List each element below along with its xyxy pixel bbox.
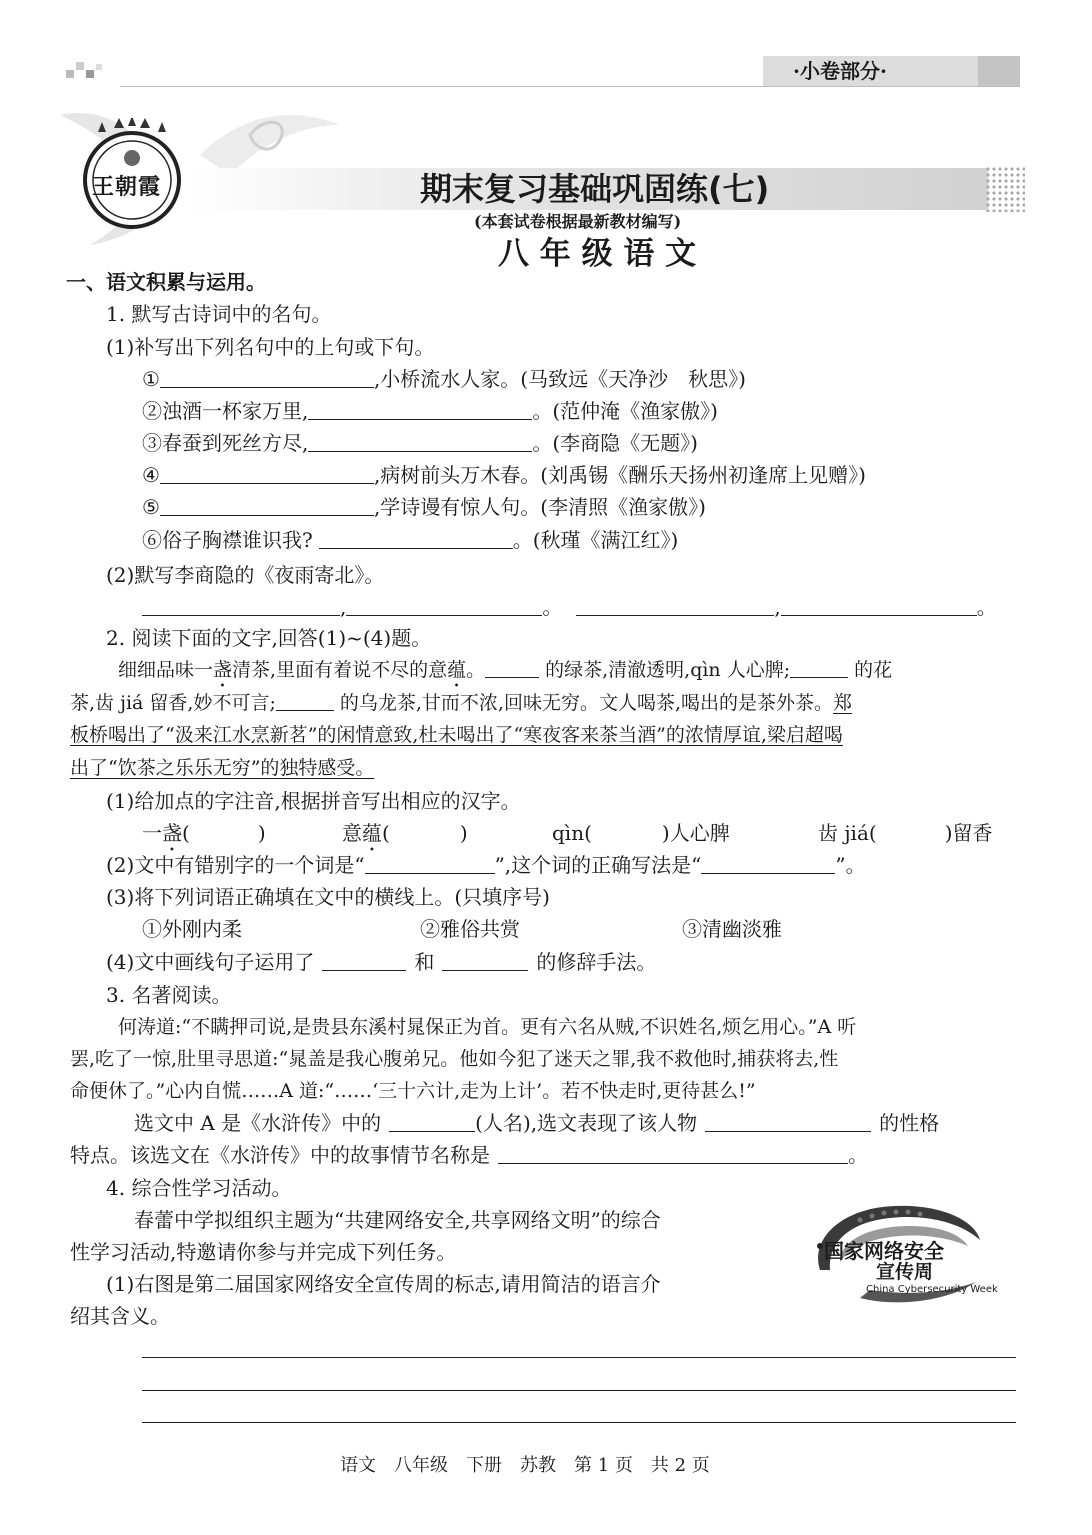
answer-blank[interactable] [322, 950, 406, 971]
answer-blank[interactable] [389, 1111, 475, 1132]
answer-blank[interactable] [701, 853, 835, 874]
q2-s4: (4)文中画线句子运用了 和 的修辞手法。 [106, 950, 657, 974]
q3-passage-line-2: 罢,吃了一惊,肚里寻思道:“晁盖是我心腹弟兄。他如今犯了迷天之罪,我不救他时,捕获将去,性 [70, 1048, 839, 1070]
q2-pinyin-3: qìn( )人心脾 [552, 821, 730, 845]
writing-line[interactable] [142, 1390, 1016, 1391]
q2-passage-line-3: 板桥喝出了“汲来江水烹新茗”的闲情意致,杜未喝出了“寒夜客来茶当酒”的浓情厚谊,梁启超喝 [70, 724, 843, 746]
writing-line[interactable] [142, 1422, 1016, 1423]
q4-s1-line-1: (1)右图是第二届国家网络安全宣传周的标志,请用简洁的语言介 [106, 1272, 661, 1296]
header-tag [763, 56, 1020, 86]
answer-blank[interactable] [308, 431, 532, 452]
q1-item-2: ②浊酒一杯家万里, 。(范仲淹《渔家傲》) [142, 399, 718, 423]
q3-question-line-2: 特点。该选文在《水浒传》中的故事情节名称是 。 [70, 1143, 868, 1167]
logo-en-text: China Cybersecurity Week [866, 1284, 998, 1295]
q2-s3: (3)将下列词语正确填在文中的横线上。(只填序号) [106, 885, 550, 909]
q2-option-2: ②雅俗共赏 [420, 917, 520, 941]
grade-subject: 八 年 级 语 文 [498, 236, 697, 272]
q2-option-1: ①外刚内柔 [142, 917, 242, 941]
answer-blank[interactable] [498, 1143, 848, 1164]
answer-blank[interactable] [442, 950, 528, 971]
q2-passage-line-1: 细细品味一盏清茶,里面有着说不尽的意蕴。 的绿茶,清澈透明,qìn 人心脾; 的花 [118, 659, 893, 681]
answer-blank[interactable] [160, 463, 374, 484]
title-band-dots [985, 166, 1025, 212]
answer-blank[interactable] [308, 399, 532, 420]
q3-question-line-1: 选文中 A 是《水浒传》中的 (人名),选文表现了该人物 的性格 [134, 1111, 940, 1135]
answer-blank[interactable] [705, 1111, 871, 1132]
q1-sub1: (1)补写出下列名句中的上句或下句。 [106, 335, 435, 359]
answer-blank[interactable] [781, 595, 977, 616]
corner-decoration [66, 62, 106, 82]
answer-blank[interactable] [346, 595, 542, 616]
q3-passage-line-3: 命便休了。”心内自慌……A 道:“……‘三十六计,走为上计’。若不快走时,更待甚么!” [70, 1080, 756, 1102]
answer-blank[interactable] [160, 495, 374, 516]
answer-blank[interactable] [160, 367, 374, 388]
q1-sub2: (2)默写李商隐的《夜雨寄北》。 [106, 563, 385, 587]
q3-title: 3. 名著阅读。 [106, 983, 232, 1007]
q4-passage-line-2: 性学习活动,特邀请你参与并完成下列任务。 [70, 1240, 457, 1264]
answer-blank[interactable] [485, 657, 539, 678]
cybersecurity-week-logo [800, 1200, 998, 1310]
q1-item-6: ⑥俗子胸襟谁识我? 。(秋瑾《满江红》) [142, 528, 679, 552]
q2-pinyin-1: 一盏( ) [142, 821, 266, 845]
q2-passage-line-2: 茶,齿 jiá 留香,妙不可言; 的乌龙茶,甘而不浓,回味无穷。文人喝茶,喝出的是茶外茶。郑 [70, 692, 852, 714]
q2-option-3: ③清幽淡雅 [682, 917, 782, 941]
section-heading: 一、语文积累与运用。 [66, 270, 266, 294]
header-tag-label: ·小卷部分· [793, 59, 887, 83]
q2-pinyin-2: 意蕴( ) [342, 821, 468, 845]
page-title: 期末复习基础巩固练(七) [420, 170, 770, 208]
seal-text: 王朝霞 [92, 174, 162, 200]
answer-blank[interactable] [790, 657, 848, 678]
publisher-seal [80, 118, 184, 232]
q1-item-1: ① ,小桥流水人家。(马致远《天净沙 秋思》) [142, 367, 746, 391]
q1-item-4: ④ ,病树前头万木春。(刘禹锡《酬乐天扬州初逢席上见赠》) [142, 463, 866, 487]
q3-passage-line-1: 何涛道:“不瞒押司说,是贵县东溪村晁保正为首。更有六名从贼,不识姓名,烦乞用心。”A 听 [118, 1016, 857, 1038]
q2-title: 2. 阅读下面的文字,回答(1)~(4)题。 [106, 626, 432, 650]
answer-blank[interactable] [142, 595, 340, 616]
q4-title: 4. 综合性学习活动。 [106, 1176, 292, 1200]
q4-passage-line-1: 春蕾中学拟组织主题为“共建网络安全,共享网络文明”的综合 [134, 1208, 661, 1232]
header-rule [120, 86, 1020, 87]
page-footer: 语文 八年级 下册 苏教 第 1 页 共 2 页 [340, 1455, 710, 1476]
q2-s1: (1)给加点的字注音,根据拼音写出相应的汉字。 [106, 789, 521, 813]
q1-poem-blanks: , 。 , 。 [142, 593, 997, 621]
answer-blank[interactable] [276, 690, 334, 711]
page-subtitle: (本套试卷根据最新教材编写) [474, 212, 682, 231]
answer-blank[interactable] [576, 595, 774, 616]
logo-title-2: 宣传周 [876, 1261, 934, 1283]
q1-item-3: ③春蚕到死丝方尽, 。(李商隐《无题》) [142, 431, 698, 455]
q1-title: 1. 默写古诗词中的名句。 [106, 302, 332, 326]
writing-line[interactable] [142, 1357, 1016, 1358]
q2-passage-line-4: 出了“饮茶之乐乐无穷”的独特感受。 [70, 757, 375, 779]
logo-title-1: 国家网络安全 [824, 1239, 944, 1263]
q2-s2: (2)文中有错别字的一个词是“ ”,这个词的正确写法是“ ”。 [106, 853, 866, 877]
q4-s1-line-2: 绍其含义。 [70, 1304, 170, 1328]
answer-blank[interactable] [319, 528, 513, 549]
q2-pinyin-4: 齿 jiá( )留香 [818, 821, 993, 845]
q1-item-5: ⑤ ,学诗谩有惊人句。(李清照《渔家傲》) [142, 495, 706, 519]
answer-blank[interactable] [365, 853, 495, 874]
